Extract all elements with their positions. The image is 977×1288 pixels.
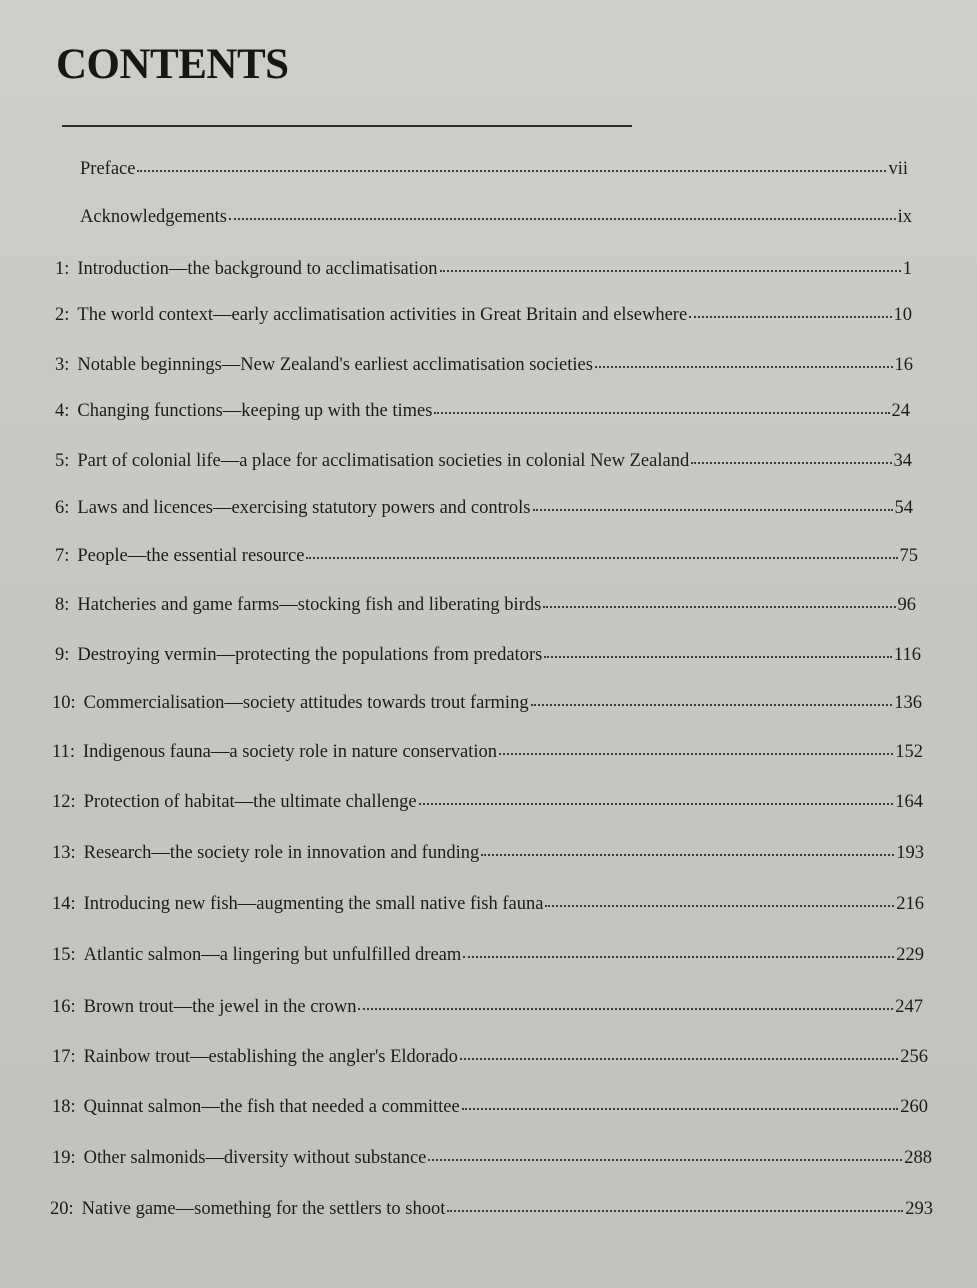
chapter-number: 18:	[52, 1097, 76, 1117]
chapter-number: 19:	[52, 1148, 76, 1168]
chapter-number: 9:	[55, 645, 70, 665]
dot-leader	[440, 270, 901, 272]
chapter-number: 16:	[52, 997, 76, 1017]
toc-entry	[55, 497, 913, 519]
chapter-number: 15:	[52, 945, 76, 965]
chapter-title: Protection of habitat—the ultimate challenge	[83, 792, 417, 812]
chapter-title: Laws and licences—exercising statutory powers and controls	[77, 498, 531, 518]
toc-entry	[52, 996, 923, 1018]
toc-entry	[52, 692, 922, 714]
chapter-title: Research—the society role in innovation and funding	[83, 843, 480, 863]
toc-entry	[55, 304, 912, 326]
page-number: 216	[896, 894, 924, 914]
chapter-number: 8:	[55, 595, 70, 615]
chapter-number: 6:	[55, 498, 70, 518]
dot-leader	[499, 753, 893, 755]
chapter-title: Part of colonial life—a place for acclimatisation societies in colonial New Zealand	[77, 451, 690, 471]
page-number: 247	[895, 997, 923, 1017]
dot-leader	[462, 1108, 899, 1110]
toc-entry	[55, 258, 912, 280]
toc-entry	[55, 450, 912, 472]
chapter-number: 11:	[52, 742, 75, 762]
dot-leader	[428, 1159, 902, 1161]
chapter-title: Notable beginnings—New Zealand's earliest acclimatisation societies	[77, 355, 593, 375]
chapter-number: 12:	[52, 792, 76, 812]
dot-leader	[137, 170, 886, 172]
chapter-title: Brown trout—the jewel in the crown	[83, 997, 357, 1017]
page-number: 193	[896, 843, 924, 863]
toc-entry	[52, 842, 924, 864]
dot-leader	[229, 218, 896, 220]
chapter-number: 2:	[55, 305, 70, 325]
chapter-title: Hatcheries and game farms—stocking fish and liberating birds	[77, 595, 542, 615]
chapter-title: Commercialisation—society attitudes towards trout farming	[83, 693, 529, 713]
toc-entry	[55, 400, 910, 422]
chapter-number: 13:	[52, 843, 76, 863]
page-number: 1	[902, 259, 912, 279]
chapter-title: Other salmonids—diversity without substance	[83, 1148, 427, 1168]
chapter-number: 1:	[55, 259, 70, 279]
page-number: 152	[895, 742, 923, 762]
toc-entry	[52, 741, 923, 763]
chapter-title: Destroying vermin—protecting the populations from predators	[77, 645, 543, 665]
page-number: 288	[904, 1148, 932, 1168]
chapter-number: 20:	[50, 1199, 74, 1219]
toc-entry	[55, 644, 921, 666]
dot-leader	[595, 366, 893, 368]
page-number: 256	[900, 1047, 928, 1067]
page-number: 75	[899, 546, 918, 566]
chapter-title: Indigenous fauna—a society role in nature conservation	[82, 742, 498, 762]
dot-leader	[689, 316, 891, 318]
page-number: 164	[895, 792, 923, 812]
chapter-number: 3:	[55, 355, 70, 375]
chapter-title: Rainbow trout—establishing the angler's Eldorado	[83, 1047, 458, 1067]
chapter-title: The world context—early acclimatisation activities in Great Britain and elsewhere	[77, 305, 688, 325]
page-number: 136	[894, 693, 922, 713]
toc-entry	[80, 158, 908, 180]
dot-leader	[358, 1008, 893, 1010]
chapter-title: Quinnat salmon—the fish that needed a committee	[83, 1097, 460, 1117]
chapter-number: 7:	[55, 546, 70, 566]
dot-leader	[434, 412, 889, 414]
chapter-title: Introduction—the background to acclimatisation	[77, 259, 438, 279]
toc-entry	[55, 594, 916, 616]
toc-entry	[52, 791, 923, 813]
page-number: 16	[894, 355, 913, 375]
chapter-title: Preface	[80, 159, 136, 179]
chapter-number: 14:	[52, 894, 76, 914]
dot-leader	[306, 557, 897, 559]
chapter-number: 10:	[52, 693, 76, 713]
dot-leader	[544, 656, 892, 658]
dot-leader	[543, 606, 895, 608]
toc-entry	[52, 1096, 928, 1118]
toc-entry	[52, 944, 924, 966]
page-number: 260	[900, 1097, 928, 1117]
toc-entry	[55, 354, 913, 376]
dot-leader	[691, 462, 891, 464]
dot-leader	[533, 509, 893, 511]
dot-leader	[481, 854, 894, 856]
page-number: 229	[896, 945, 924, 965]
dot-leader	[419, 803, 894, 805]
page-number: 24	[891, 401, 910, 421]
page-number: 34	[893, 451, 912, 471]
page-number: 10	[893, 305, 912, 325]
chapter-title: Introducing new fish—augmenting the small native fish fauna	[83, 894, 544, 914]
page-number: 54	[894, 498, 913, 518]
chapter-title: Native game—something for the settlers to shoot	[81, 1199, 446, 1219]
page-title: CONTENTS	[56, 41, 289, 88]
chapter-title: People—the essential resource	[77, 546, 305, 566]
toc-entry	[52, 893, 924, 915]
chapter-number: 5:	[55, 451, 70, 471]
dot-leader	[531, 704, 893, 706]
toc-entry	[52, 1046, 928, 1068]
toc-entry	[50, 1198, 933, 1220]
chapter-title: Atlantic salmon—a lingering but unfulfilled dream	[83, 945, 462, 965]
page-number: 96	[897, 595, 916, 615]
page-number: 116	[893, 645, 921, 665]
chapter-number: 17:	[52, 1047, 76, 1067]
page-number: ix	[897, 207, 912, 227]
chapter-number: 4:	[55, 401, 70, 421]
toc-entry	[52, 1147, 932, 1169]
dot-leader	[460, 1058, 898, 1060]
dot-leader	[447, 1210, 903, 1212]
toc-entry	[55, 545, 918, 567]
dot-leader	[545, 905, 894, 907]
dot-leader	[463, 956, 894, 958]
chapter-title: Changing functions—keeping up with the times	[77, 401, 433, 421]
toc-entry	[80, 206, 912, 228]
page-number: 293	[905, 1199, 933, 1219]
chapter-title: Acknowledgements	[80, 207, 227, 227]
page-number: vii	[888, 159, 908, 179]
